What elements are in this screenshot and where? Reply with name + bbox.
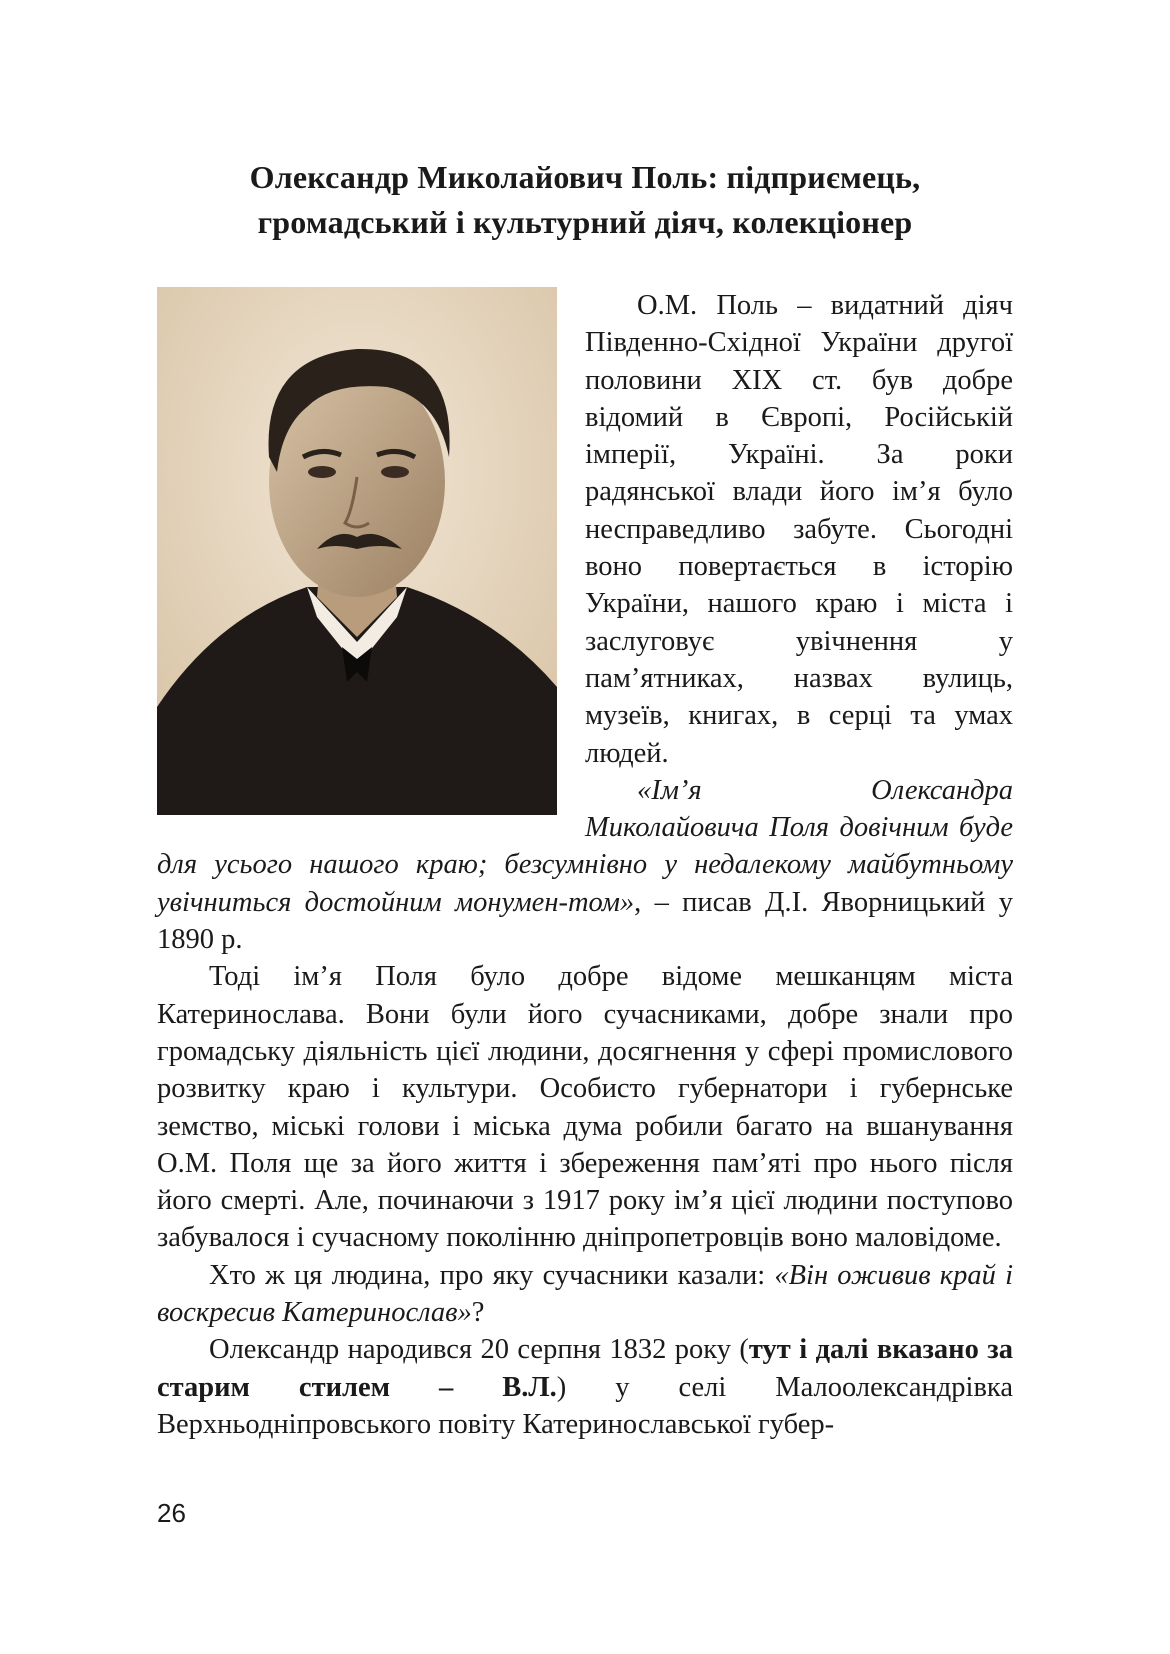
page-title [157,155,1013,245]
question-start: Хто ж ця людина, про яку сучасники казали: [209,1259,775,1291]
page-number: 26 [157,1498,186,1528]
title-line-2: громадський і культурний діяч, колекціонер [257,204,913,240]
paragraph-question [157,1257,1013,1332]
paragraph-birth [157,1331,1013,1443]
title-line-1: Олександр Миколайович Поль: підприємець, [249,159,921,195]
birth-note: тут і далі вказано за старим стилем – В.Л. [157,1334,1013,1403]
birth-start: Олександр народився 20 серпня 1832 року ( [209,1334,749,1366]
question-quote: «Він оживив край і воскресив Катеринослав» [157,1259,1013,1329]
page [157,155,1013,1443]
birth-end: ) у селі Малоолександрівка Верхньодніпровського повіту Катеринославської губер- [157,1371,1013,1440]
question-end: ? [471,1297,485,1329]
portrait-photo-icon [157,287,557,815]
paragraph-katerynoslav: Тоді ім’я Поля було добре відоме мешканцям міста Катеринослава. Вони були його сучасниками, добре знали про громадську діяльність цієї людини, досягнення у сфері промислового розвитку краю і культури. Особисто губернатори і губернське земство, міські голови і міська дума робили багато на вшанування О.М. Поля ще за його життя і збереження пам’яті про нього після його смерті. Але, починаючи з 1917 року ім’я цієї людини поступово забувалося і сучасному поколінню дніпропетровців воно маловідоме. [157,961,1013,1254]
quote-attribution: , – писав Д.І. Яворницький у 1890 р. [157,886,1013,956]
quote-yavornytsky: «Ім’я Олександра Миколайовича Поля довічним буде для усього нашого краю; безсумнівно у недалекому майбутньому увічниться достойним монумен-том» [157,774,1013,918]
paragraph-intro: О.М. Поль – видатний діяч Південно-Східної України другої половини XIX ст. був добре відомий в Європі, Російській імперії, Україні. За роки радянської влади його ім’я було несправедливо забуте. Сьогодні воно повертається в історію України, нашого краю і міста і заслуговує увічнення у пам’ятниках, назвах вулиць, музеїв, книгах, в серці та умах людей. [585,290,1013,769]
